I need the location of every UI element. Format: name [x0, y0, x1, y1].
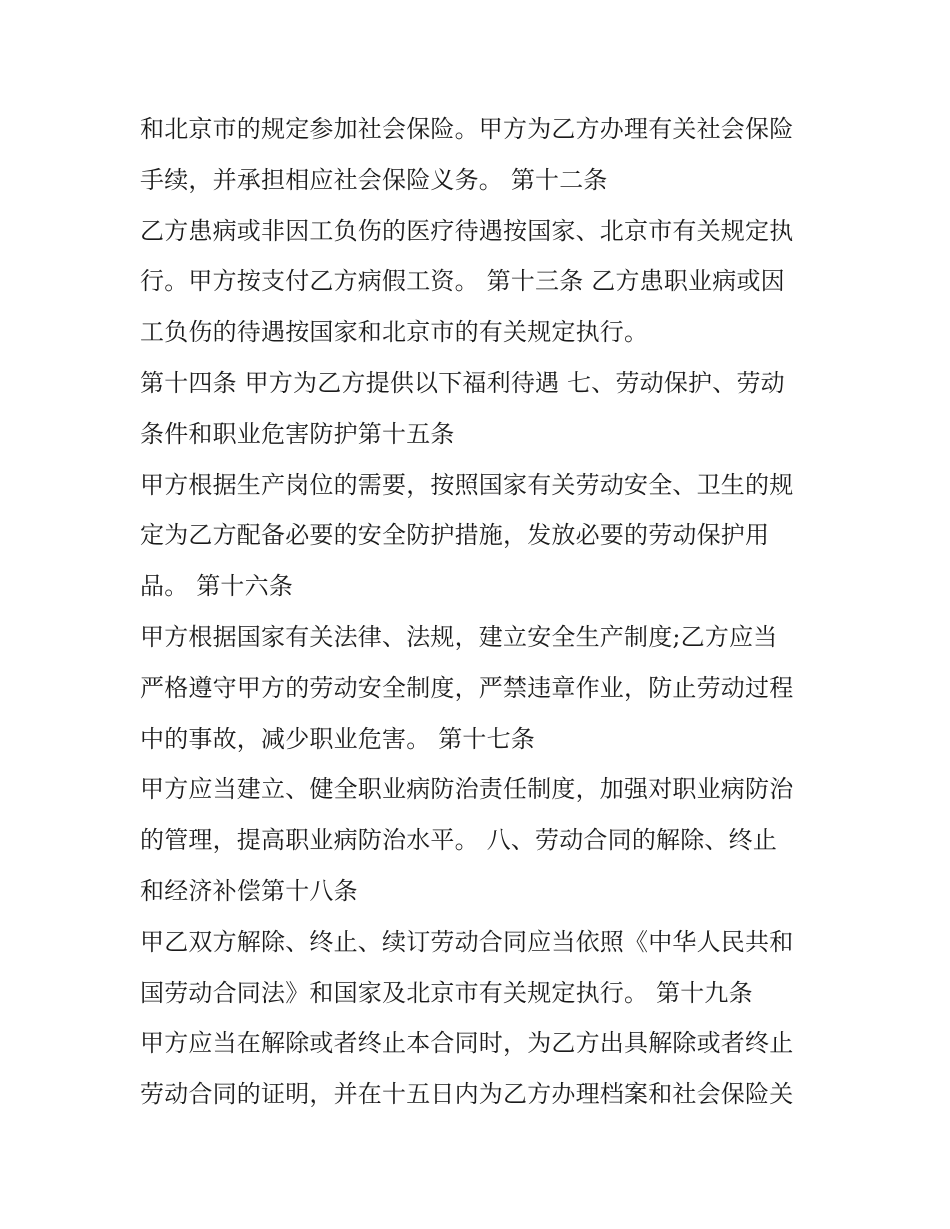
- text-line: 国劳动合同法》和国家及北京市有关规定执行。 第十九条: [140, 978, 753, 1007]
- text-line: 和北京市的规定参加社会保险。甲方为乙方办理有关社会保险: [140, 115, 794, 143]
- text-line: 甲方应当在解除或者终止本合同时，为乙方出具解除或者终止: [140, 1029, 794, 1058]
- text-line: 严格遵守甲方的劳动安全制度，严禁违章作业，防止劳动过程: [140, 673, 794, 702]
- document-body: [140, 104, 820, 1120]
- text-line: 甲乙双方解除、终止、续订劳动合同应当依照《中华人民共和: [140, 927, 794, 956]
- text-line: 条件和职业危害防护第十五条: [140, 419, 455, 448]
- text-line: 劳动合同的证明，并在十五日内为乙方办理档案和社会保险关: [140, 1080, 794, 1109]
- text-line: 甲方根据国家有关法律、法规，建立安全生产制度;乙方应当: [140, 622, 778, 651]
- text-line: 第十四条 甲方为乙方提供以下福利待遇 七、劳动保护、劳动: [140, 368, 785, 397]
- text-line: 工负伤的待遇按国家和北京市的有关规定执行。: [140, 318, 649, 347]
- text-line: 甲方应当建立、健全职业病防治责任制度，加强对职业病防治: [140, 775, 794, 804]
- text-line: 乙方患病或非因工负伤的医疗待遇按国家、北京市有关规定执: [140, 216, 794, 245]
- text-line: 行。甲方按支付乙方病假工资。 第十三条 乙方患职业病或因: [140, 267, 785, 296]
- text-line: 中的事故，减少职业危害。 第十七条: [140, 724, 536, 753]
- text-line: 手续，并承担相应社会保险义务。 第十二条: [140, 165, 608, 194]
- text-line: 甲方根据生产岗位的需要，按照国家有关劳动安全、卫生的规: [140, 470, 794, 499]
- text-line: 的管理，提高职业病防治水平。 八、劳动合同的解除、终止: [140, 826, 778, 855]
- text-line: 定为乙方配备必要的安全防护措施，发放必要的劳动保护用: [140, 521, 770, 550]
- text-line: 和经济补偿第十八条: [140, 876, 358, 905]
- text-line: 品。 第十六条: [140, 572, 294, 601]
